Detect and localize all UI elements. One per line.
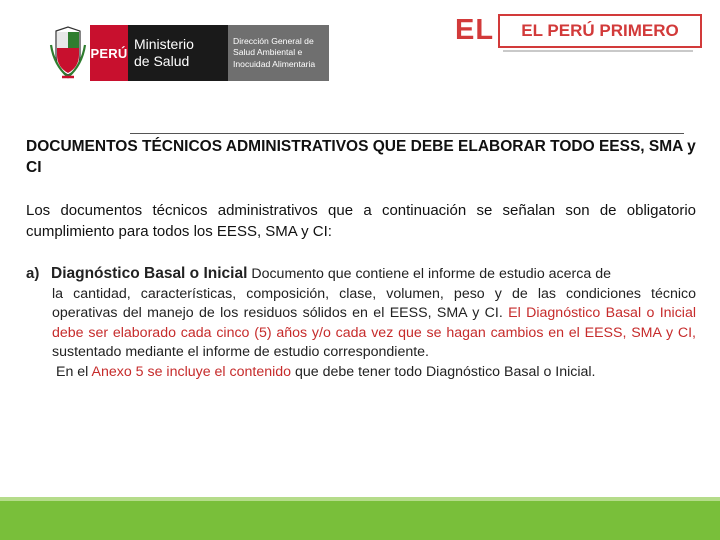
annex-suffix: que debe tener todo Diagnóstico Basal o Inicial. [291,363,596,380]
campaign-text: EL PERÚ PRIMERO [498,14,702,48]
department-line-3: Inocuidad Alimentaria [233,58,316,69]
footer-bar-highlight [0,497,720,501]
peru-coat-of-arms-icon [48,25,88,81]
footer-bar [0,497,720,540]
list-item-a [26,264,696,382]
body-text: la cantidad, características, composición, clase, volumen, peso y de las condiciones técnico operativas del manejo de los residuos sólidos en el EESS, SMA y CI. [52,285,696,321]
department-line-2: Salud Ambiental e [233,47,303,58]
body-tail: sustentado mediante el informe de estudio correspondiente. [52,344,429,360]
title-rule [130,133,684,134]
department-name [228,25,329,81]
department-line-1: Dirección General de [233,35,314,46]
ministry-line-1: Ministerio [134,36,194,52]
list-item-head [26,264,696,285]
list-item-body [52,285,696,363]
page-title: DOCUMENTOS TÉCNICOS ADMINISTRATIVOS QUE DEBE ELABORAR TODO EESS, SMA y CI [26,138,696,176]
ministry-line-2: de Salud [134,53,190,69]
list-item-letter: a) [26,265,40,282]
body-highlight: El Diagnóstico Basal o Inicial debe ser elaborado cada cinco (5) años y/o cada vez que se hagan cambios en el EESS, SMA y CI, [52,305,696,341]
list-item-first-line [51,264,611,285]
country-label: PERÚ [90,25,128,81]
campaign-underline [503,50,693,52]
annex-prefix: En el [56,363,92,380]
annex-note [56,363,696,383]
list-item-term: Diagnóstico Basal o Inicial [51,265,248,282]
el-peru-primero-logo [455,12,700,50]
ministry-name [128,25,228,81]
list-item-first-text: Documento que contiene el informe de estudio acerca de [247,266,611,282]
intro-paragraph: Los documentos técnicos administrativos que a continuación se señalan son de obligatorio cumplimiento para todos los EESS, SMA y CI: [26,202,696,240]
minsa-logo [48,25,329,81]
annex-highlight: Anexo 5 se incluye el contenido [91,363,292,380]
campaign-prefix: EL [455,14,495,46]
